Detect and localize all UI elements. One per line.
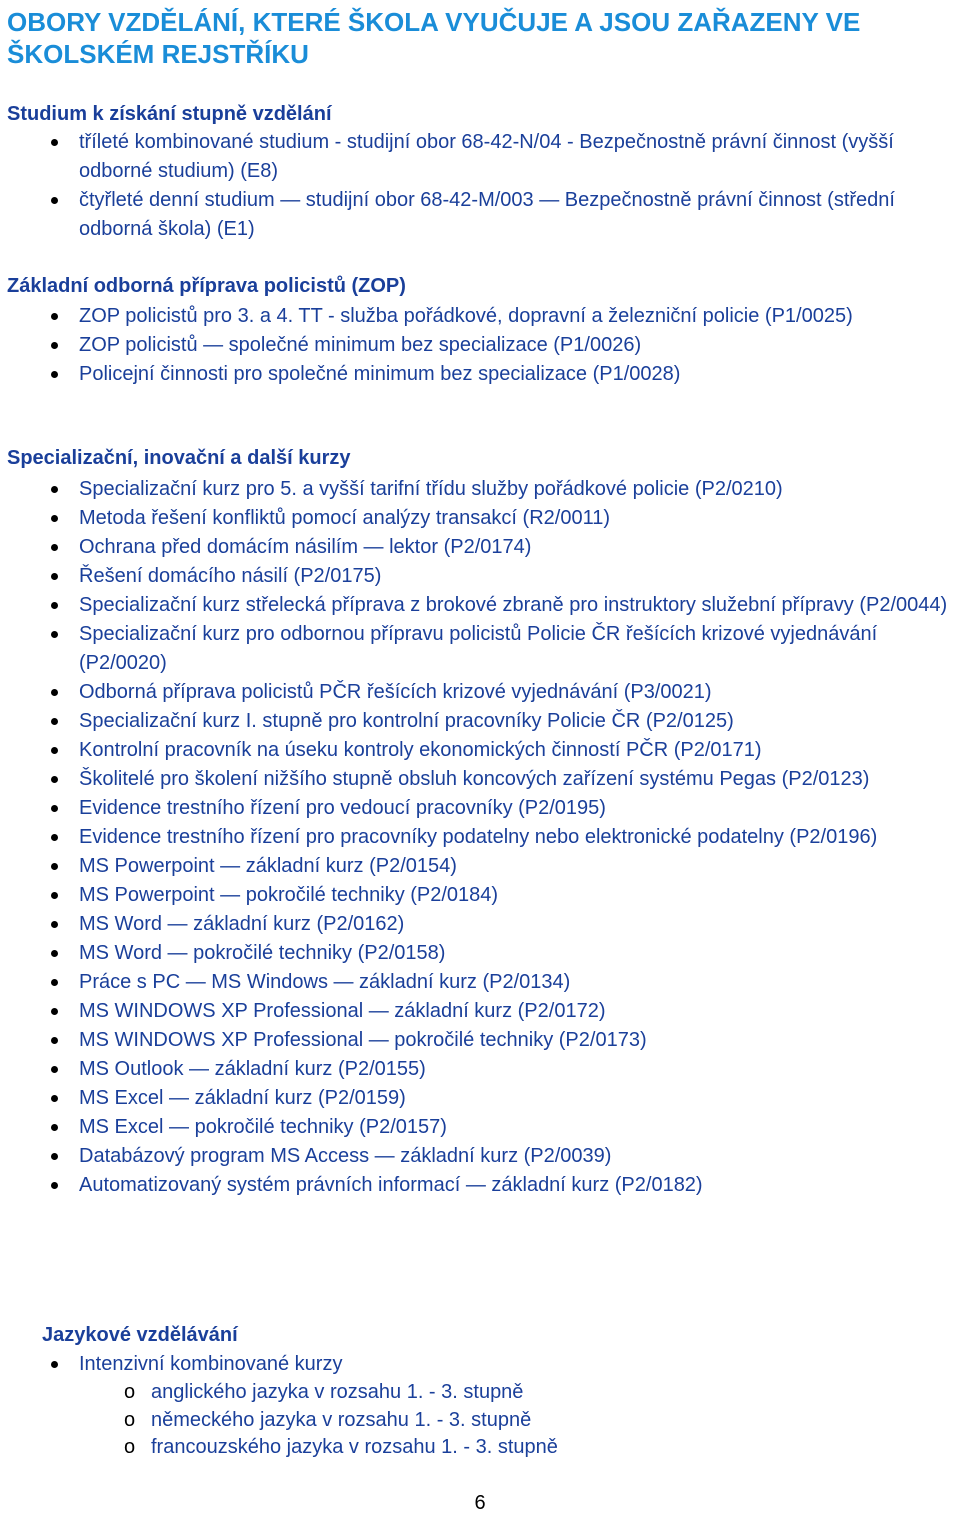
sublist-item: o německého jazyka v rozsahu 1. - 3. stupně xyxy=(79,1407,957,1435)
list-item: Evidence trestního řízení pro pracovníky podatelny nebo elektronické podatelny (P2/0196) xyxy=(7,823,957,852)
section-heading-jazyky: Jazykové vzdělávání xyxy=(42,1324,238,1346)
list-item: Kontrolní pracovník na úseku kontroly ekonomických činností PČR (P2/0171) xyxy=(7,736,957,765)
list-item: MS Excel — pokročilé techniky (P2/0157) xyxy=(7,1113,957,1142)
list-item: Specializační kurz pro odbornou přípravu policistů Policie ČR řešících krizové vyjednávání (P2/0020) xyxy=(7,620,957,678)
list-item: Databázový program MS Access — základní kurz (P2/0039) xyxy=(7,1142,957,1171)
list-item xyxy=(7,1350,957,1462)
list-item: Metoda řešení konfliktů pomocí analýzy transakcí (R2/0011) xyxy=(7,504,957,533)
sublist-jazyky xyxy=(79,1379,957,1462)
list-item: Školitelé pro školení nižšího stupně obsluh koncových zařízení systému Pegas (P2/0123) xyxy=(7,765,957,794)
list-item: MS WINDOWS XP Professional — pokročilé techniky (P2/0173) xyxy=(7,1026,957,1055)
list-item: MS Excel — základní kurz (P2/0159) xyxy=(7,1084,957,1113)
list-item: Policejní činnosti pro společné minimum bez specializace (P1/0028) xyxy=(7,360,957,389)
list-item: ZOP policistů — společné minimum bez specializace (P1/0026) xyxy=(7,331,957,360)
list-studium xyxy=(7,128,957,244)
list-item: čtyřleté denní studium — studijní obor 68-42-M/003 — Bezpečnostně právní činnost (střední odborná škola) (E1) xyxy=(7,186,957,244)
section-heading-studium: Studium k získání stupně vzdělání xyxy=(7,103,332,125)
list-item: MS Powerpoint — pokročilé techniky (P2/0184) xyxy=(7,881,957,910)
list-item: MS Powerpoint — základní kurz (P2/0154) xyxy=(7,852,957,881)
list-item: MS Word — pokročilé techniky (P2/0158) xyxy=(7,939,957,968)
list-item: Specializační kurz střelecká příprava z brokové zbraně pro instruktory služební přípravy (P2/0044) xyxy=(7,591,957,620)
list-item: MS Word — základní kurz (P2/0162) xyxy=(7,910,957,939)
list-item: Ochrana před domácím násilím — lektor (P2/0174) xyxy=(7,533,957,562)
list-jazyky xyxy=(7,1350,957,1462)
sublist-item: o francouzského jazyka v rozsahu 1. - 3. stupně xyxy=(79,1434,957,1462)
list-item: Specializační kurz pro 5. a vyšší tarifní třídu služby pořádkové policie (P2/0210) xyxy=(7,475,957,504)
section-heading-zop: Základní odborná příprava policistů (ZOP) xyxy=(7,275,406,297)
list-item: Specializační kurz I. stupně pro kontrolní pracovníky Policie ČR (P2/0125) xyxy=(7,707,957,736)
list-item: tříleté kombinované studium - studijní obor 68-42-N/04 - Bezpečnostně právní činnost (vyšší odborné studium) (E8) xyxy=(7,128,957,186)
list-item: Evidence trestního řízení pro vedoucí pracovníky (P2/0195) xyxy=(7,794,957,823)
list-zop xyxy=(7,302,957,389)
list-item: Řešení domácího násilí (P2/0175) xyxy=(7,562,957,591)
list-item: Automatizovaný systém právních informací — základní kurz (P2/0182) xyxy=(7,1171,957,1200)
list-kurzy xyxy=(7,475,957,1200)
section-heading-kurzy: Specializační, inovační a další kurzy xyxy=(7,447,351,469)
list-item: MS WINDOWS XP Professional — základní kurz (P2/0172) xyxy=(7,997,957,1026)
page-title: OBORY VZDĚLÁNÍ, KTERÉ ŠKOLA VYUČUJE A JSOU ZAŘAZENY VE ŠKOLSKÉM REJSTŘÍKU xyxy=(7,7,861,69)
list-item: Odborná příprava policistů PČR řešících krizové vyjednávání (P3/0021) xyxy=(7,678,957,707)
list-item: Práce s PC — MS Windows — základní kurz (P2/0134) xyxy=(7,968,957,997)
list-item: MS Outlook — základní kurz (P2/0155) xyxy=(7,1055,957,1084)
sublist-item: o anglického jazyka v rozsahu 1. - 3. stupně xyxy=(79,1379,957,1407)
list-item-label: Intenzivní kombinované kurzy xyxy=(79,1353,343,1375)
list-item: ZOP policistů pro 3. a 4. TT - služba pořádkové, dopravní a železniční policie (P1/0025) xyxy=(7,302,957,331)
page-number: 6 xyxy=(474,1492,486,1514)
